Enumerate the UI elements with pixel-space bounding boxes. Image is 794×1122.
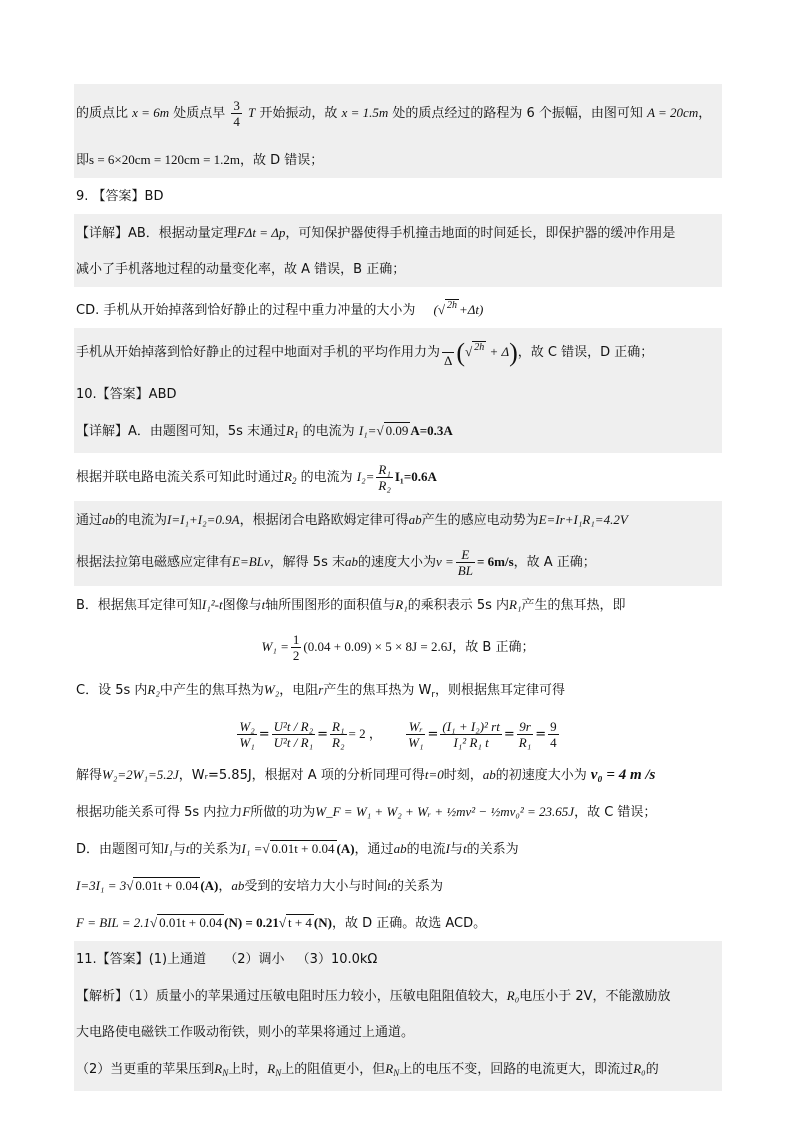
text-line: B．根据焦耳定律可知I₁²-t图像与t轴所围图形的面积值与R₁的乘积表示 5s 内R₁产生的焦耳热，即 bbox=[74, 586, 722, 623]
text-line: 手机从开始掉落到恰好静止的过程中地面对手机的平均作用力为 Δ (√ $^{2h}$ + Δ)，故 C 错误，D 正确； bbox=[74, 328, 722, 376]
formula: s = 6×20cm = 120cm = 1.2m bbox=[89, 152, 241, 167]
text-line: 根据法拉第电磁感应定律有E=BLv，解得 5s 末ab的速度大小为v = $\frac{E}{BL}$ = 6m/s，故 A 正确； bbox=[74, 538, 722, 586]
text: 处的质点经过的路程为 6 个振幅，由图可知 bbox=[392, 106, 643, 121]
equation-line: $\frac{\text{W₂}}{\text{W₁}}$ = $\frac{\text{U²t / R₂}}{\text{U²t / R₁}}$ = $\frac{\text{R₁}}{\text{R₂}}$ = 2 ， $\frac{\text{Wᵣ}}{\text{W₁}}$ = $\frac{\text{(I₁ + I₂)² rt}}{\text{I₁² R₁ t}}$ = $\frac{9r}{\text{R₁}}$ = $\frac{9}{4}$ bbox=[74, 713, 722, 756]
text-line: F = BIL = 2.1√ 0.01t + 0.04 (N) = 0.21√ t + 4 (N)，故 D 正确。故选 ACD。 bbox=[74, 904, 722, 941]
answer-heading: 11.【答案】(1)上通道 （2）调小 （3）10.0kΩ bbox=[74, 941, 722, 977]
text-line: I=3I₁ = 3√ 0.01t + 0.04 (A)，ab受到的安培力大小与时间t的关系为 bbox=[74, 867, 722, 904]
text-line: 【详解】A．由题图可知，5s 末通过$R_1$ 的电流为 I₁=√ 0.09 A=0.3A bbox=[74, 412, 722, 453]
text-line: 根据功能关系可得 5s 内拉力F所做的功为W_F = W₁ + W₂ + Wᵣ + ½mv² − ½mv₀² = 23.65J，故 C 错误； bbox=[74, 793, 722, 830]
text-line: 解得W₂=2W₁=5.2J，Wᵣ=5.85J，根据对 A 项的分析同理可得t=0时刻，ab的初速度大小为 v₀ = 4 m /s bbox=[74, 756, 722, 793]
text-line: CD. 手机从开始掉落到恰好静止的过程中重力冲量的大小为 (√ $^{2h}$ +Δt) bbox=[74, 287, 722, 328]
answer-heading: 9. 【答案】BD bbox=[74, 178, 722, 214]
formula: T bbox=[248, 105, 256, 120]
text: 的质点比 bbox=[76, 106, 129, 121]
fraction: $\frac{3}{4}$ bbox=[233, 98, 240, 129]
text-line: D．由题图可知I₁与t的关系为I₁ =√ 0.01t + 0.04 (A)，通过ab的电流I与t的关系为 bbox=[74, 830, 722, 867]
formula: x = 1.5m bbox=[341, 105, 389, 120]
text-line: （2）当更重的苹果压到$R_N$上时，$R_N$上的阻值更小，但$R_N$上的电压不变，回路的电流更大，即流过R₀的 bbox=[74, 1050, 722, 1091]
text-line: 根据并联电路电流关系可知此时通过$R_2$ 的电流为 I₂= $\frac{\text{R₁}}{\text{R₂}}$ I₁=0.6A bbox=[74, 453, 722, 501]
fraction: Δ bbox=[442, 337, 454, 368]
text: 开始振动，故 bbox=[259, 106, 338, 121]
text-line: 的质点比 x = 6m 处质点早 $\frac{3}{4}$ T 开始振动，故 x = 1.5m 处的质点经过的路程为 6 个振幅，由图可知 A = 20cm， bbox=[74, 84, 722, 141]
text: 处质点早 bbox=[173, 106, 226, 121]
formula: A = 20cm bbox=[647, 105, 699, 120]
document-page bbox=[74, 84, 722, 1091]
formula: x = 6m bbox=[132, 105, 170, 120]
text-line: 即s = 6×20cm = 120cm = 1.2m，故 D 错误； bbox=[74, 141, 722, 178]
equation-line: W₁ = $\frac{1}{2}$ (0.04 + 0.09) × 5 × 8J = 2.6J，故 B 正确； bbox=[74, 623, 722, 671]
text-line: 大电路使电磁铁工作吸动衔铁，则小的苹果将通过上通道。 bbox=[74, 1014, 722, 1050]
text-line: 减小了手机落地过程的动量变化率，故 A 错误，B 正确； bbox=[74, 251, 722, 287]
text-line: 【解析】（1）质量小的苹果通过压敏电阻时压力较小，压敏电阻阻值较大，R₀电压小于 2V，不能激励放 bbox=[74, 977, 722, 1014]
text-line: C．设 5s 内R₂中产生的焦耳热为W₂，电阻r产生的焦耳热为 $W_r$，则根据焦耳定律可得 bbox=[74, 671, 722, 713]
text-line: 【详解】AB．根据动量定理FΔt = Δp，可知保护器使得手机撞击地面的时间延长，即保护器的缓冲作用是 bbox=[74, 214, 722, 251]
text-line: 通过ab的电流为I=I₁+I₂=0.9A，根据闭合电路欧姆定律可得ab产生的感应电动势为E=Ir+I₁R₁=4.2V bbox=[74, 501, 722, 538]
answer-heading: 10.【答案】ABD bbox=[74, 376, 722, 412]
